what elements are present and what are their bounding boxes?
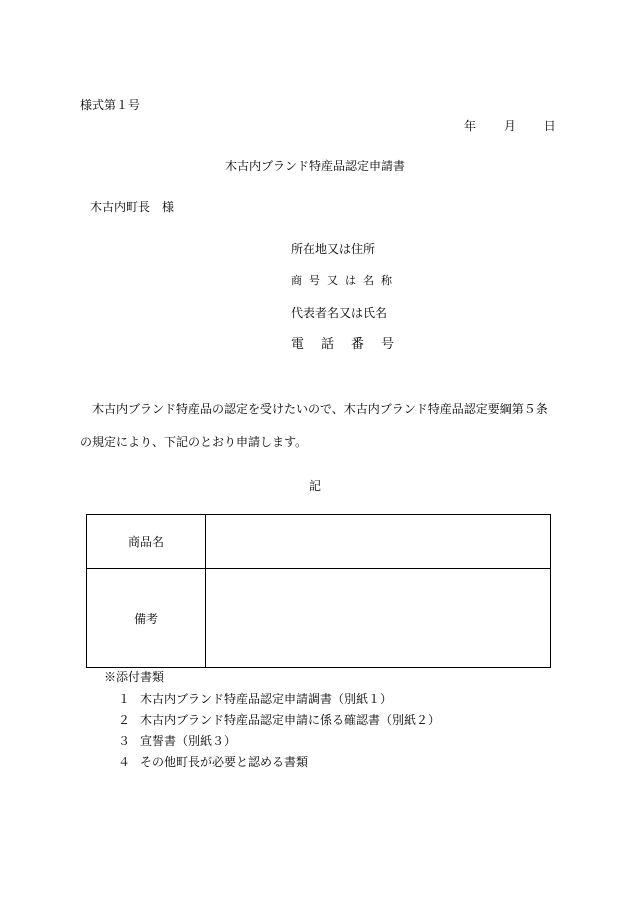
remarks-value — [206, 569, 551, 668]
list-item — [104, 689, 440, 710]
company-name-field-label: 商号又は名称 — [291, 274, 399, 287]
attachments-list — [104, 669, 440, 773]
list-item-number: ２ — [118, 713, 131, 727]
date-line — [464, 118, 556, 134]
remarks-label: 備考 — [87, 569, 206, 668]
list-item-text: その他町長が必要と認める書類 — [140, 755, 309, 769]
applicant-fields — [291, 241, 411, 369]
ki-heading: 記 — [308, 479, 321, 493]
document-title: 木古内ブランド特産品認定申請書 — [224, 159, 405, 173]
representative-field-label: 代表者名又は氏名 — [291, 306, 388, 320]
table-row — [87, 569, 551, 668]
list-item-text: 木古内ブランド特産品認定申請調書（別紙１） — [140, 692, 393, 706]
date-month-label: 月 — [503, 119, 516, 133]
address-field-label: 所在地又は住所 — [291, 242, 376, 256]
request-statement — [80, 393, 560, 459]
product-name-label: 商品名 — [87, 515, 206, 569]
table-row — [87, 515, 551, 569]
list-item-number: ４ — [118, 755, 131, 769]
product-table — [86, 514, 551, 668]
list-item-text: 木古内ブランド特産品認定申請に係る確認書（別紙２） — [140, 713, 441, 727]
list-item — [104, 710, 440, 731]
list-item — [104, 752, 440, 773]
request-statement-line-1: 木古内ブランド特産品の認定を受けたいので、木古内ブランド特産品認定要綱第５条 — [92, 402, 548, 416]
list-item-number: １ — [118, 692, 131, 706]
date-day-label: 日 — [543, 119, 556, 133]
request-statement-line-2: の規定により、下記のとおり申請します。 — [80, 435, 308, 449]
phone-field-label: 電話番号 — [291, 337, 412, 352]
addressee: 木古内町長 様 — [90, 200, 175, 214]
list-item — [104, 731, 440, 752]
form-number: 様式第１号 — [80, 98, 141, 112]
date-year-label: 年 — [464, 119, 477, 133]
list-item-text: 宣誓書（別紙３） — [140, 734, 237, 748]
attachments-heading: ※添付書類 — [104, 670, 165, 684]
product-name-value — [206, 515, 551, 569]
list-item-number: ３ — [118, 734, 131, 748]
